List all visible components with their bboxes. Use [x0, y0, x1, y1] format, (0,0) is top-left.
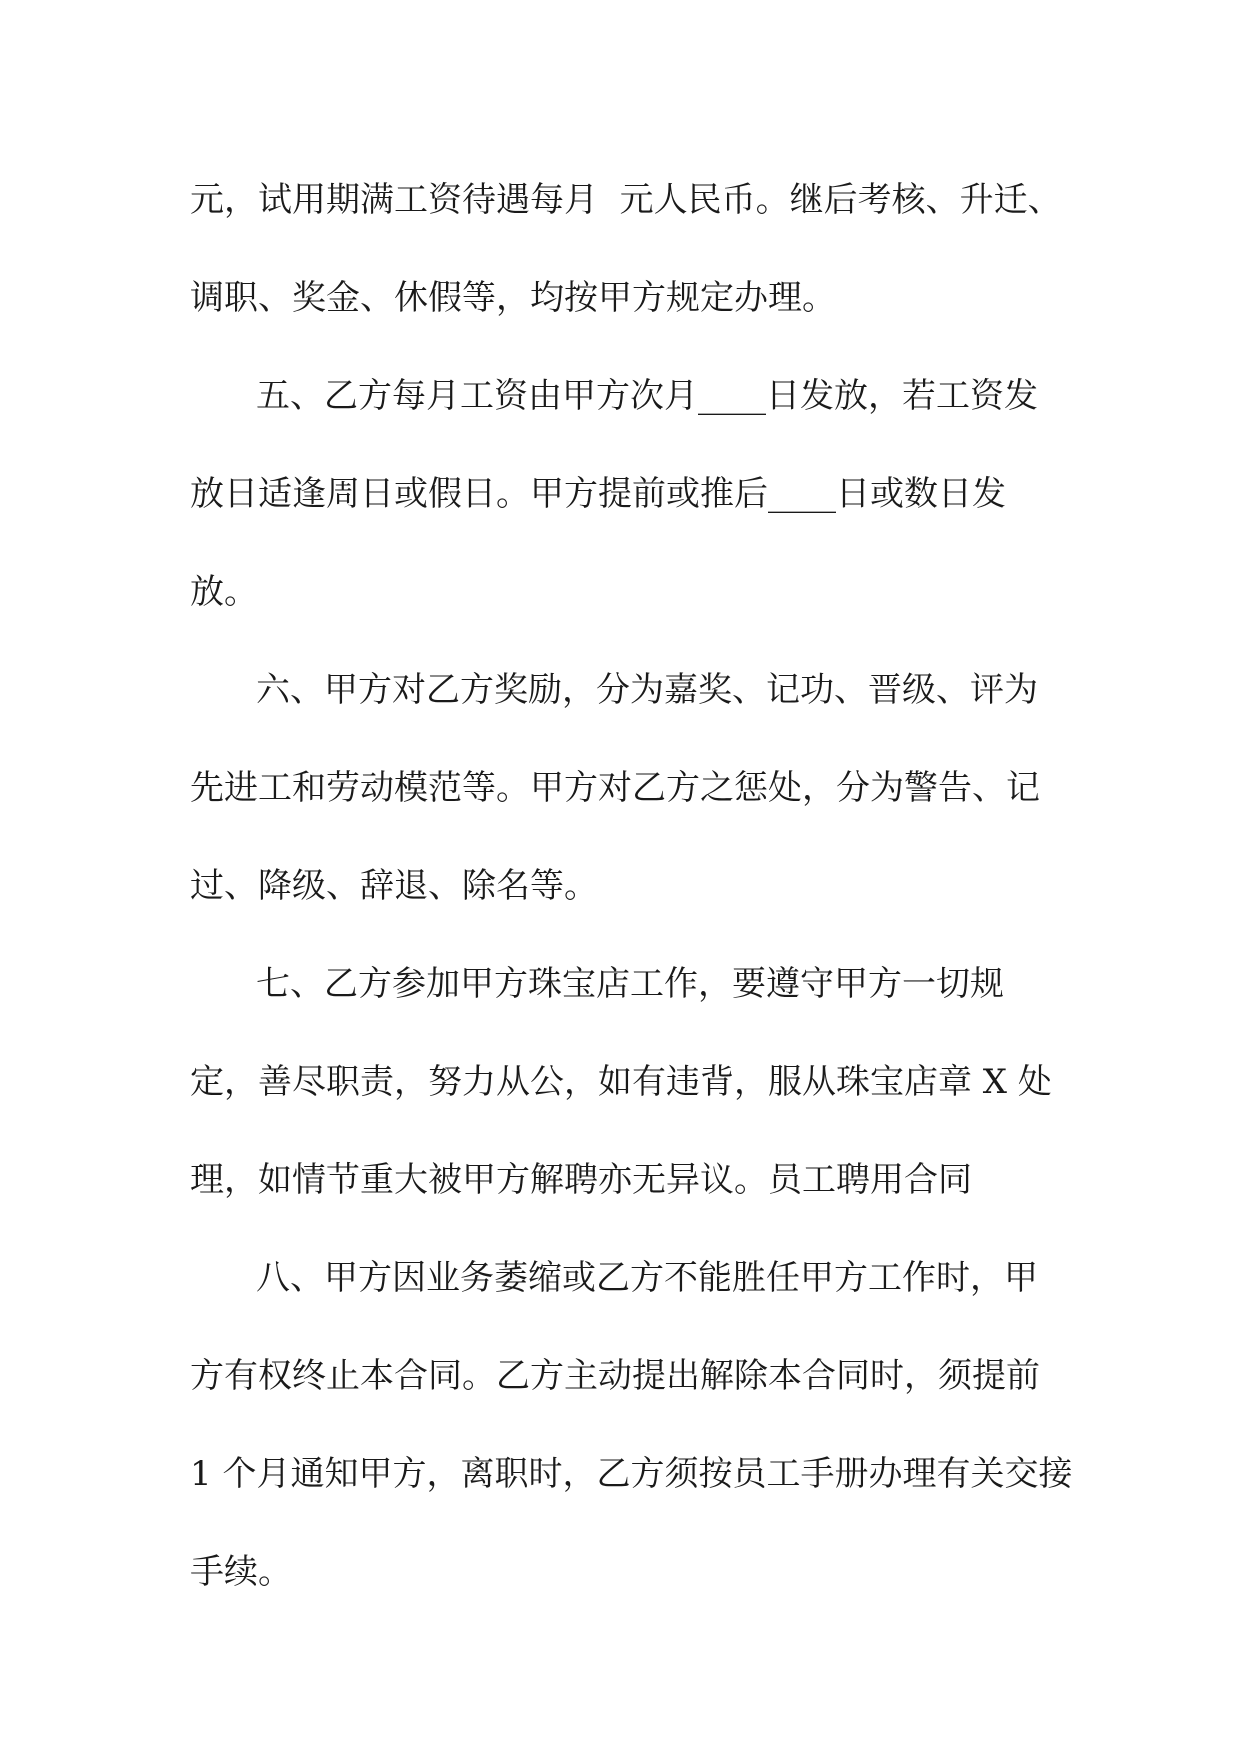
text-line: 放日适逢周日或假日。甲方提前或推后____日或数日发	[190, 474, 1006, 514]
paragraph-start-line: 六、甲方对乙方奖励，分为嘉奖、记功、晋级、评为	[256, 670, 1038, 710]
text-line: 放。	[190, 572, 258, 612]
text-line: 方有权终止本合同。乙方主动提出解除本合同时，须提前	[190, 1356, 1040, 1396]
text-line: 过、降级、辞退、除名等。	[190, 866, 598, 906]
paragraph-start-line: 八、甲方因业务萎缩或乙方不能胜任甲方工作时，甲	[256, 1258, 1038, 1298]
text-line: 先进工和劳动模范等。甲方对乙方之惩处，分为警告、记	[190, 768, 1040, 808]
text-line: 手续。	[190, 1552, 292, 1592]
text-line: 调职、奖金、休假等，均按甲方规定办理。	[190, 278, 836, 318]
text-line: 定，善尽职责，努力从公，如有违背，服从珠宝店章 X 处	[190, 1062, 1052, 1102]
paragraph-start-line: 七、乙方参加甲方珠宝店工作，要遵守甲方一切规	[256, 964, 1004, 1004]
paragraph-start-line: 五、乙方每月工资由甲方次月____日发放，若工资发	[256, 376, 1038, 416]
text-line: 理，如情节重大被甲方解聘亦无异议。员工聘用合同	[190, 1160, 972, 1200]
text-line: 元，试用期满工资待遇每月 元人民币。继后考核、升迁、	[190, 180, 1062, 220]
text-line: 1 个月通知甲方，离职时，乙方须按员工手册办理有关交接	[190, 1454, 1073, 1494]
